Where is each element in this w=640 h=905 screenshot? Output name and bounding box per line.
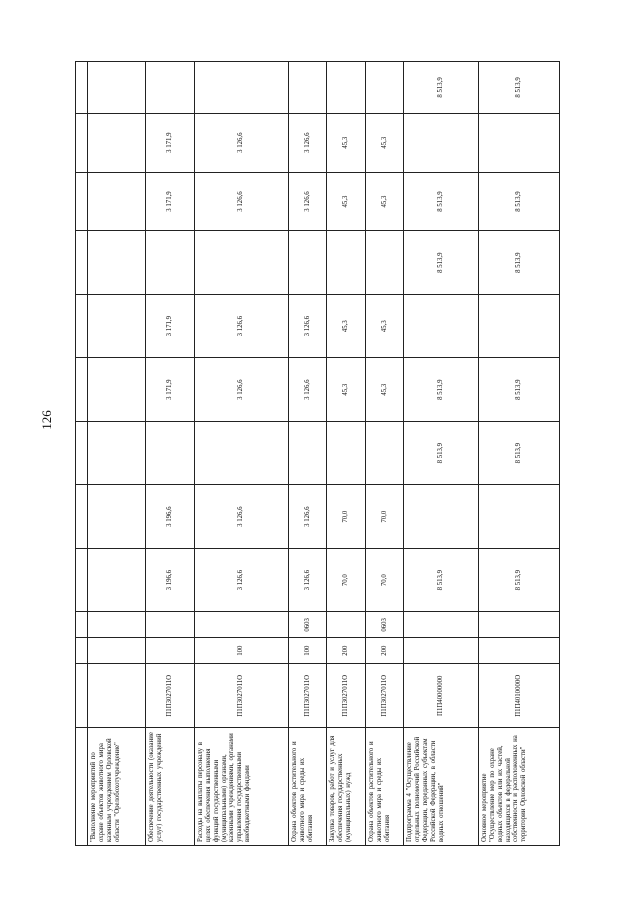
cell-regional-y1 (478, 485, 559, 549)
cell-federal-y3 (366, 62, 404, 114)
cell-name: Подпрограмма 4 "Осуществление отдельных полномочий Российской Федерации, переданных субъектам Российской Федерации, в области водных отношений" (404, 728, 479, 846)
cell-rz (327, 612, 366, 638)
cell-federal-y2: 8 513,9 (478, 231, 559, 295)
cell-total-y1: 8 513,9 (478, 548, 559, 612)
cell-code: П1П4010000О (478, 664, 559, 728)
cell-code (88, 664, 146, 728)
cell-code: П1П3027011О (194, 664, 288, 728)
table-row (288, 62, 326, 846)
cell-total-y3: 3 171,9 (146, 172, 195, 231)
table-row (478, 62, 559, 846)
cell-total-y1 (88, 548, 146, 612)
cell-name: Закупка товаров, работ и услуг для обеспечения государственных (муниципальных) нужд (327, 728, 366, 846)
cell-name: "Выполнение мероприятий по охране объектов животного мира казенным учреждением Орловской области "Орелобохотучреждение" (88, 728, 146, 846)
cell-federal-y3: 8 513,9 (404, 62, 479, 114)
table-row (146, 62, 195, 846)
cell-federal-y1 (146, 421, 195, 485)
cell-regional-y3 (88, 113, 146, 172)
budget-table (75, 61, 560, 846)
cell-regional-y3: 3 126,6 (288, 113, 326, 172)
cell-rz (88, 612, 146, 638)
table-row (366, 62, 404, 846)
cell-federal-y3 (88, 62, 146, 114)
cell-rz (146, 612, 195, 638)
cell-federal-y1 (288, 421, 326, 485)
table-row (88, 62, 146, 846)
cell-total-y3 (88, 172, 146, 231)
cell-total-y2: 3 171,9 (146, 358, 195, 422)
cell-vr: 200 (366, 638, 404, 664)
cell-federal-y2 (288, 231, 326, 295)
cell-total-y2: 45,3 (327, 358, 366, 422)
cell-regional-y2 (478, 294, 559, 358)
cell-total-y1: 3 196,6 (146, 548, 195, 612)
cell-regional-y3 (478, 113, 559, 172)
cell-federal-y1: 8 513,9 (404, 421, 479, 485)
cell-total-y3: 8 513,9 (478, 172, 559, 231)
cell-rz: 0603 (288, 612, 326, 638)
page-number: 126 (39, 410, 54, 430)
cell-regional-y1: 70,0 (366, 485, 404, 549)
cell-regional-y3 (404, 113, 479, 172)
cell-total-y3: 3 126,6 (288, 172, 326, 231)
cell-federal-y3 (146, 62, 195, 114)
cell-total-y2 (88, 358, 146, 422)
cell-total-y3: 45,3 (366, 172, 404, 231)
cell-regional-y3: 3 171,9 (146, 113, 195, 172)
cell-vr: 100 (288, 638, 326, 664)
cell-federal-y1 (327, 421, 366, 485)
cell-regional-y2 (404, 294, 479, 358)
cell-federal-y1 (88, 421, 146, 485)
cell-regional-y1: 3 196,6 (146, 485, 195, 549)
table-row (404, 62, 479, 846)
cell-total-y2: 8 513,9 (404, 358, 479, 422)
cell-regional-y3: 45,3 (327, 113, 366, 172)
cell-federal-y2 (194, 231, 288, 295)
cell-regional-y2: 3 126,6 (194, 294, 288, 358)
cell-regional-y1: 3 126,6 (194, 485, 288, 549)
cell-code: П1П3027011О (327, 664, 366, 728)
cell-federal-y1: 8 513,9 (478, 421, 559, 485)
cell-vr (478, 638, 559, 664)
cell-regional-y2: 45,3 (366, 294, 404, 358)
cell-regional-y1: 70,0 (327, 485, 366, 549)
cell-total-y3: 3 126,6 (194, 172, 288, 231)
cell-total-y1: 70,0 (366, 548, 404, 612)
cell-regional-y3: 3 126,6 (194, 113, 288, 172)
cell-vr (404, 638, 479, 664)
cell-total-y3: 8 513,9 (404, 172, 479, 231)
cell-rz (194, 612, 288, 638)
cell-code: П1П3027011О (288, 664, 326, 728)
cell-vr: 100 (194, 638, 288, 664)
cell-total-y2: 3 126,6 (288, 358, 326, 422)
cell-code: П1П3027011О (146, 664, 195, 728)
cell-regional-y1 (404, 485, 479, 549)
budget-table-rotated (75, 61, 560, 846)
cell-rz (478, 612, 559, 638)
cell-federal-y3 (194, 62, 288, 114)
table-row (327, 62, 366, 846)
cell-total-y2: 3 126,6 (194, 358, 288, 422)
cell-federal-y3 (288, 62, 326, 114)
cell-regional-y3: 45,3 (366, 113, 404, 172)
cell-rz (404, 612, 479, 638)
cell-name: Обеспечение деятельности (оказание услуг) государственных учреждений (146, 728, 195, 846)
cell-total-y1: 3 126,6 (194, 548, 288, 612)
cell-federal-y2 (88, 231, 146, 295)
cell-total-y2: 45,3 (366, 358, 404, 422)
cell-regional-y2 (88, 294, 146, 358)
table-row (194, 62, 288, 846)
cell-federal-y2 (146, 231, 195, 295)
cell-total-y1: 70,0 (327, 548, 366, 612)
cell-federal-y2: 8 513,9 (404, 231, 479, 295)
cell-regional-y1 (88, 485, 146, 549)
cell-total-y1: 3 126,6 (288, 548, 326, 612)
cell-name: Расходы на выплаты персоналу в целях обеспечения выполнения функций государственными (муниципальными) органами, казенными учреждениями, органами управления государственными внебюджетными фондами (194, 728, 288, 846)
cell-vr: 200 (327, 638, 366, 664)
table-body (76, 62, 560, 846)
cell-vr (146, 638, 195, 664)
cell-rz: 0603 (366, 612, 404, 638)
cell-name: Охрана объектов растительного и животного мира и среды их обитания (288, 728, 326, 846)
table-header-stub-row (76, 62, 88, 846)
cell-federal-y3: 8 513,9 (478, 62, 559, 114)
cell-total-y2: 8 513,9 (478, 358, 559, 422)
cell-vr (88, 638, 146, 664)
cell-total-y1: 8 513,9 (404, 548, 479, 612)
cell-regional-y2: 45,3 (327, 294, 366, 358)
cell-federal-y2 (366, 231, 404, 295)
cell-total-y3: 45,3 (327, 172, 366, 231)
cell-federal-y1 (366, 421, 404, 485)
cell-federal-y3 (327, 62, 366, 114)
cell-regional-y2: 3 171,9 (146, 294, 195, 358)
cell-federal-y2 (327, 231, 366, 295)
cell-name: Охрана объектов растительного и животного мира и среды их обитания (366, 728, 404, 846)
cell-code: П1П3027011О (366, 664, 404, 728)
cell-regional-y1: 3 126,6 (288, 485, 326, 549)
cell-regional-y2: 3 126,6 (288, 294, 326, 358)
cell-name: Основное мероприятие "Осуществление мер по охране водных объектов или их частей, находящихся в федеральной собственности и расположенных на территории Орловской области" (478, 728, 559, 846)
cell-federal-y1 (194, 421, 288, 485)
cell-code: П1П40000000 (404, 664, 479, 728)
